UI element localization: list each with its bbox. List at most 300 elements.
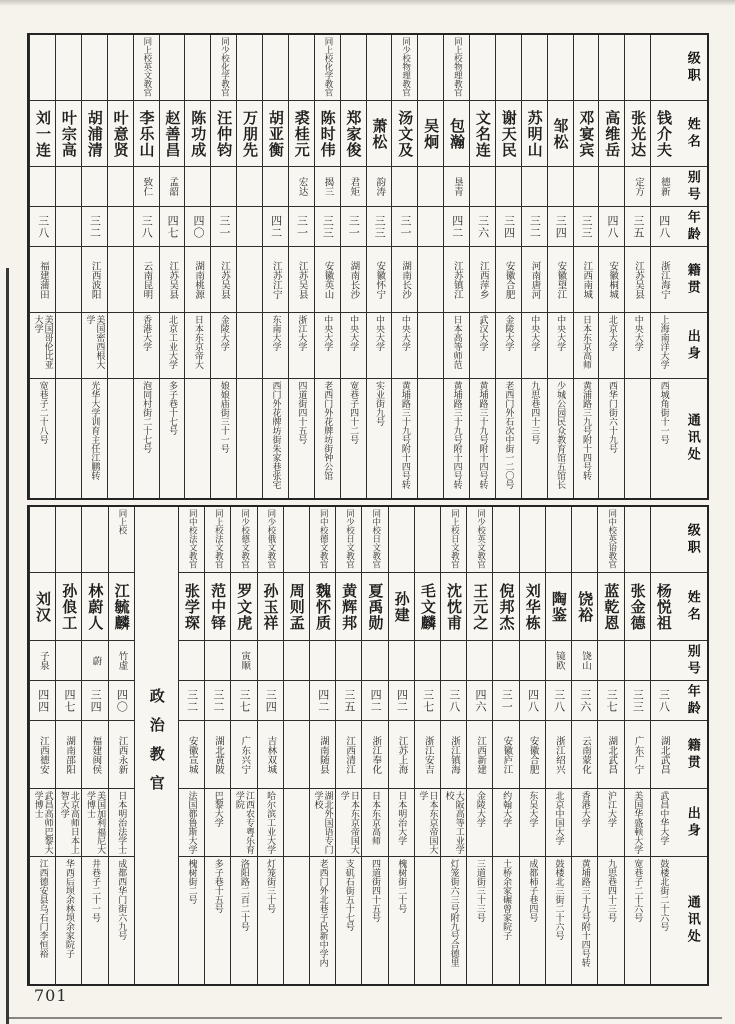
rank-cell	[82, 507, 107, 573]
age-cell: 三八	[30, 207, 55, 247]
person-column	[624, 35, 650, 498]
page-number: 701	[34, 986, 68, 1005]
education-cell: 北京高师日本上智大学	[56, 789, 81, 857]
education-cell	[418, 313, 443, 379]
address-cell: 灯笼街三十号	[265, 859, 276, 913]
age-cell: 四七	[160, 207, 185, 247]
address-cell: 支矶石街五十七号	[343, 859, 354, 931]
native-place-cell: 湖北武昌	[598, 721, 623, 789]
alias-cell: 揭三	[315, 167, 340, 207]
rank-cell	[651, 35, 676, 101]
name-cell: 孙玉祥	[258, 573, 283, 641]
name-cell: 饶裕	[572, 573, 597, 641]
alias-cell	[522, 167, 547, 207]
education-cell: 北京中国大学	[546, 789, 571, 857]
native-place-cell: 湖南随县	[310, 721, 335, 789]
education-cell: 哈尔滨工业大学	[258, 789, 283, 857]
row-header-address: 通讯处	[684, 413, 700, 464]
person-column	[340, 35, 366, 498]
alias-cell	[415, 641, 440, 681]
name-cell: 赵善昌	[160, 101, 185, 167]
native-place-cell: 湖南长沙	[341, 247, 366, 313]
age-cell: 三四	[548, 207, 573, 247]
rank-cell: 同少校俄文教官	[258, 507, 283, 573]
age-cell: 三二	[179, 681, 204, 721]
alias-cell	[56, 641, 81, 681]
address-cell: 多子巷十五号	[212, 859, 223, 913]
person-column	[314, 35, 340, 498]
rank-cell: 同少校日文教官	[336, 507, 361, 573]
age-cell: 四二	[444, 207, 469, 247]
native-place-cell	[284, 721, 309, 789]
address-cell	[237, 379, 262, 498]
name-cell: 裘桂元	[289, 101, 314, 167]
education-cell: 美国华盛顿大学	[625, 789, 650, 857]
alias-cell: 垦青	[444, 167, 469, 207]
native-place-cell: 广东兴宁	[231, 721, 256, 789]
row-header-rank: 级职	[676, 507, 707, 573]
person-column	[236, 35, 262, 498]
person-column	[547, 35, 573, 498]
age-cell: 四〇	[185, 207, 210, 247]
alias-cell	[392, 167, 417, 207]
rank-cell	[284, 507, 309, 573]
native-place-cell: 浙江海宁	[651, 247, 676, 313]
alias-cell	[30, 167, 55, 207]
alias-cell: 德新	[651, 167, 676, 207]
row-header-education: 出身	[676, 789, 707, 857]
rank-cell: 同少校化学教官	[211, 35, 236, 101]
education-cell: 日本高等师范	[444, 313, 469, 379]
education-cell: 日本东京高师	[574, 313, 599, 379]
age-cell: 三七	[598, 681, 623, 721]
address-cell: 江西德安县乌石门李恒裕	[37, 859, 48, 958]
row-header-age: 年龄	[676, 207, 707, 247]
name-cell: 汤文及	[392, 101, 417, 167]
rank-cell	[389, 507, 414, 573]
name-cell: 范中铎	[205, 573, 230, 641]
rank-cell: 同中校法文教官	[179, 507, 204, 573]
rank-cell	[56, 507, 81, 573]
person-column	[545, 507, 571, 984]
alias-cell	[496, 167, 521, 207]
name-cell: 胡亚衡	[263, 101, 288, 167]
name-cell: 苏明山	[522, 101, 547, 167]
row-header-alias: 别号	[676, 641, 707, 681]
group-label: 政治教官	[147, 687, 166, 804]
rank-cell	[625, 35, 650, 101]
native-place-cell: 江苏吴县	[211, 247, 236, 313]
education-cell: 江西农专粤乐育学院	[231, 789, 256, 857]
education-cell: 中央大学	[392, 313, 417, 379]
age-cell: 三六	[470, 207, 495, 247]
age-cell: 三五	[336, 681, 361, 721]
rank-cell	[263, 35, 288, 101]
name-cell: 杨悦祖	[651, 573, 676, 641]
native-place-cell: 江苏吴县	[160, 247, 185, 313]
age-cell: 三二	[205, 681, 230, 721]
row-header-age: 年龄	[676, 681, 707, 721]
alias-cell	[651, 641, 676, 681]
native-place-cell: 安徽怀宁	[367, 247, 392, 313]
native-place-cell: 云南蒙化	[572, 721, 597, 789]
education-cell: 金陵大学	[496, 313, 521, 379]
address-cell: 少城公园民众教育馆五馆长	[555, 381, 566, 489]
scan-edge	[8, 1017, 722, 1019]
group-label-column	[134, 507, 178, 984]
row-header-name: 姓名	[676, 573, 707, 641]
name-cell: 罗文虎	[231, 573, 256, 641]
address-cell: 黄浦路三九号附十四号转	[580, 381, 591, 480]
age-cell: 三七	[415, 681, 440, 721]
alias-cell	[362, 641, 387, 681]
address-cell: 西城角街十一号	[658, 381, 669, 444]
native-place-cell: 江苏上海	[389, 721, 414, 789]
education-cell: 沪江大学	[598, 789, 623, 857]
person-column	[598, 35, 624, 498]
rank-cell	[82, 35, 107, 101]
alias-cell	[82, 167, 107, 207]
alias-cell	[599, 167, 624, 207]
rank-cell: 同上校化学教官	[315, 35, 340, 101]
education-cell: 武昌中华大学	[651, 789, 676, 857]
name-cell: 李乐山	[134, 101, 159, 167]
age-cell	[108, 207, 133, 247]
name-cell: 张金德	[625, 573, 650, 641]
person-column	[184, 35, 210, 498]
native-place-cell	[56, 247, 81, 313]
person-column	[108, 507, 134, 984]
person-column	[159, 35, 185, 498]
alias-cell	[237, 167, 262, 207]
age-cell: 三三	[574, 207, 599, 247]
native-place-cell: 江西德安	[30, 721, 55, 789]
person-column	[366, 35, 392, 498]
education-cell: 中央大学	[367, 313, 392, 379]
education-cell: 日本东京帝国大学	[415, 789, 440, 857]
name-cell: 胡浦清	[82, 101, 107, 167]
name-cell: 刘华栋	[520, 573, 545, 641]
alias-cell	[310, 641, 335, 681]
name-cell: 黄辉邦	[336, 573, 361, 641]
native-place-cell	[108, 247, 133, 313]
address-cell: 华西后坝余林坝余家院子	[63, 859, 74, 958]
name-cell: 周则孟	[284, 573, 309, 641]
address-cell: 黄埔路三十九号附十四号转	[451, 381, 462, 489]
scan-shadow	[0, 0, 735, 6]
name-cell: 张学琛	[179, 573, 204, 641]
native-place-cell: 江苏镇江	[444, 247, 469, 313]
name-cell: 孙建	[389, 573, 414, 641]
native-place-cell: 江西永新	[109, 721, 134, 789]
native-place-cell: 江西新建	[467, 721, 492, 789]
address-cell: 宽巷子四十二号	[348, 381, 359, 444]
alias-cell	[211, 167, 236, 207]
person-column	[204, 507, 230, 984]
alias-cell	[574, 167, 599, 207]
native-place-cell: 江苏吴县	[625, 247, 650, 313]
alias-cell	[418, 167, 443, 207]
person-column	[230, 507, 256, 984]
native-place-cell: 安徽宣城	[179, 721, 204, 789]
person-column	[495, 35, 521, 498]
rank-cell: 同中校日文教官	[362, 507, 387, 573]
address-cell	[418, 379, 443, 498]
name-cell: 钱介夫	[651, 101, 676, 167]
rank-cell: 同中校德文教官	[310, 507, 335, 573]
person-column	[573, 35, 599, 498]
alias-cell	[258, 641, 283, 681]
person-column	[443, 35, 469, 498]
address-cell: 三道街三十三号	[474, 859, 485, 922]
row-header-native: 籍贯	[676, 247, 707, 313]
age-cell	[56, 207, 81, 247]
education-cell: 东南大学	[263, 313, 288, 379]
rank-cell: 同上校	[109, 507, 134, 573]
alias-cell: 宏达	[289, 167, 314, 207]
rank-cell: 同中校英语教官	[598, 507, 623, 573]
education-cell: 上海南洋大学	[651, 313, 676, 379]
person-column	[391, 35, 417, 498]
person-column	[29, 35, 55, 498]
person-column	[519, 507, 545, 984]
education-cell: 中央大学	[341, 313, 366, 379]
address-cell: 井巷子二十一号	[90, 859, 101, 922]
alias-cell: 镜欧	[546, 641, 571, 681]
age-cell: 四八	[651, 207, 676, 247]
native-place-cell: 安徽望江	[548, 247, 573, 313]
address-cell: 西华门街六十九号	[606, 381, 617, 453]
address-cell	[625, 379, 650, 498]
row-header-name: 姓名	[676, 101, 707, 167]
name-cell: 林蔚人	[82, 573, 107, 641]
education-cell: 日本东京帝国大学	[336, 789, 361, 857]
rank-cell: 同上校法文教官	[205, 507, 230, 573]
name-cell: 孙俍工	[56, 573, 81, 641]
education-cell: 中央大学	[315, 313, 340, 379]
address-cell: 成都柿子巷四号	[527, 859, 538, 922]
address-cell: 老西门外北巷子民新中学内	[317, 859, 328, 967]
row-header-column	[676, 35, 707, 498]
rank-cell	[289, 35, 314, 101]
age-cell: 三六	[572, 681, 597, 721]
education-cell: 日本明治大学	[389, 789, 414, 857]
rank-cell: 同上校日文教官	[441, 507, 466, 573]
age-cell: 三四	[82, 681, 107, 721]
education-cell: 中央大学	[625, 313, 650, 379]
rank-cell	[30, 35, 55, 101]
person-column	[388, 507, 414, 984]
person-column	[210, 35, 236, 498]
address-cell: 泡同村街二十七号	[141, 381, 152, 453]
person-column	[55, 35, 81, 498]
name-cell: 刘一连	[30, 101, 55, 167]
age-cell: 三一	[341, 207, 366, 247]
name-cell: 文名连	[470, 101, 495, 167]
rank-cell: 同少校德文教官	[231, 507, 256, 573]
rank-cell	[160, 35, 185, 101]
alias-cell	[470, 167, 495, 207]
person-column	[521, 35, 547, 498]
rank-cell: 同少校英文教官	[467, 507, 492, 573]
person-column	[417, 35, 443, 498]
person-column	[81, 507, 107, 984]
native-place-cell: 浙江奉化	[362, 721, 387, 789]
alias-cell	[493, 641, 518, 681]
age-cell: 三八	[651, 681, 676, 721]
education-cell: 大阪高等工业学校	[441, 789, 466, 857]
address-cell: 光华大学训育主任江鹏转	[89, 381, 100, 480]
education-cell: 美国加利福尼大学博士	[82, 789, 107, 857]
name-cell: 江毓麟	[109, 573, 134, 641]
native-place-cell: 江苏江宁	[263, 247, 288, 313]
person-column	[107, 35, 133, 498]
alias-cell: 竹虚	[109, 641, 134, 681]
education-cell: 美国哥伦比亚大学	[30, 313, 55, 379]
rank-cell: 同上校英文教官	[134, 35, 159, 101]
education-cell: 中央大学	[522, 313, 547, 379]
native-place-cell: 福建闽侯	[82, 721, 107, 789]
alias-cell: 蔚	[82, 641, 107, 681]
alias-cell: 君矩	[341, 167, 366, 207]
education-cell: 香港大学	[572, 789, 597, 857]
rank-cell	[651, 507, 676, 573]
education-cell: 金陵大学	[211, 313, 236, 379]
age-cell: 四八	[520, 681, 545, 721]
age-cell: 三一	[392, 207, 417, 247]
age-cell: 三八	[441, 681, 466, 721]
age-cell: 四二	[310, 681, 335, 721]
education-cell: 北京大学	[599, 313, 624, 379]
native-place-cell: 安徽庐江	[493, 721, 518, 789]
native-place-cell: 湖北黄陂	[205, 721, 230, 789]
age-cell: 三八	[546, 681, 571, 721]
address-cell: 鼓楼北街二十六号	[658, 859, 669, 931]
native-place-cell: 浙江镇海	[441, 721, 466, 789]
alias-cell	[625, 641, 650, 681]
education-cell: 日本东京高师	[362, 789, 387, 857]
person-column	[414, 507, 440, 984]
address-cell	[185, 379, 210, 498]
alias-cell	[205, 641, 230, 681]
name-cell: 吴炯	[418, 101, 443, 167]
row-header-education: 出身	[676, 313, 707, 379]
address-cell: 黄埔路三十九号附十四号转	[399, 381, 410, 489]
age-cell	[237, 207, 262, 247]
age-cell	[418, 207, 443, 247]
age-cell: 三四	[258, 681, 283, 721]
alias-cell: 子泉	[30, 641, 55, 681]
address-cell: 灯笼街六三号附九号合德里	[448, 859, 459, 967]
name-cell: 张光达	[625, 101, 650, 167]
person-column	[283, 507, 309, 984]
address-cell: 老西门外花牌坊街钟公馆	[322, 381, 333, 480]
name-cell: 沈忱甫	[441, 573, 466, 641]
address-cell: 老西门外石次中街一二〇号	[503, 381, 514, 489]
alias-cell	[185, 167, 210, 207]
native-place-cell: 江西波阳	[82, 247, 107, 313]
age-cell: 三三	[315, 207, 340, 247]
alias-cell: 致仁	[134, 167, 159, 207]
education-cell: 约翰大学	[493, 789, 518, 857]
age-cell: 三三	[625, 681, 650, 721]
alias-cell	[336, 641, 361, 681]
name-cell: 夏禹勋	[362, 573, 387, 641]
name-cell: 刘汉	[30, 573, 55, 641]
rank-cell	[108, 35, 133, 101]
name-cell: 陈时伟	[315, 101, 340, 167]
education-cell: 日本东京帝大	[185, 313, 210, 379]
person-column	[309, 507, 335, 984]
personnel-table-top	[27, 33, 709, 500]
native-place-cell: 江西清江	[336, 721, 361, 789]
age-cell: 三一	[493, 681, 518, 721]
person-column	[55, 507, 81, 984]
age-cell: 四〇	[109, 681, 134, 721]
education-cell: 中央大学	[548, 313, 573, 379]
person-column	[335, 507, 361, 984]
address-cell: 宽巷子二十八号	[37, 381, 48, 444]
rank-cell: 同少校物理教官	[392, 35, 417, 101]
education-cell: 美国密西根大学	[82, 313, 107, 379]
name-cell: 包瀚	[444, 101, 469, 167]
native-place-cell	[418, 247, 443, 313]
native-place-cell: 安徽桐城	[599, 247, 624, 313]
address-cell: 土桥余家碾曾家院子	[501, 859, 512, 940]
education-cell: 法国都鲁斯大学	[179, 789, 204, 857]
age-cell: 三二	[82, 207, 107, 247]
address-cell	[108, 379, 133, 498]
address-cell: 四道街四十五号	[296, 381, 307, 444]
age-cell: 三四	[496, 207, 521, 247]
name-cell: 邹松	[548, 101, 573, 167]
native-place-cell: 湖北武昌	[651, 721, 676, 789]
rank-cell	[546, 507, 571, 573]
rank-cell	[520, 507, 545, 573]
address-cell: 娘娘庙街三十一号	[218, 381, 229, 453]
alias-cell	[179, 641, 204, 681]
native-place-cell	[237, 247, 262, 313]
rank-cell	[185, 35, 210, 101]
row-header-native: 籍贯	[676, 721, 707, 789]
address-cell: 宽巷子二十六号	[632, 859, 643, 922]
name-cell: 邓宴宾	[574, 101, 599, 167]
alias-cell	[441, 641, 466, 681]
address-cell: 九思巷四十三号	[605, 859, 616, 922]
age-cell: 四六	[467, 681, 492, 721]
rank-cell	[367, 35, 392, 101]
alias-cell	[108, 167, 133, 207]
native-place-cell: 江西萍乡	[470, 247, 495, 313]
name-cell: 蓝乾恩	[598, 573, 623, 641]
person-column	[257, 507, 283, 984]
rank-cell	[341, 35, 366, 101]
name-cell: 毛文麟	[415, 573, 440, 641]
person-column	[650, 507, 676, 984]
native-place-cell: 福建蒲田	[30, 247, 55, 313]
native-place-cell: 河南唐河	[522, 247, 547, 313]
rank-cell: 同上校物理教官	[444, 35, 469, 101]
name-cell: 陶鉴	[546, 573, 571, 641]
native-place-cell: 云南昆明	[134, 247, 159, 313]
native-place-cell: 江西南城	[574, 247, 599, 313]
row-header-address: 通讯处	[684, 895, 700, 946]
personnel-table-bottom	[27, 505, 709, 986]
name-cell: 郑家俊	[341, 101, 366, 167]
native-place-cell: 湖南长沙	[392, 247, 417, 313]
alias-cell	[56, 167, 81, 207]
row-header-alias: 别号	[676, 167, 707, 207]
